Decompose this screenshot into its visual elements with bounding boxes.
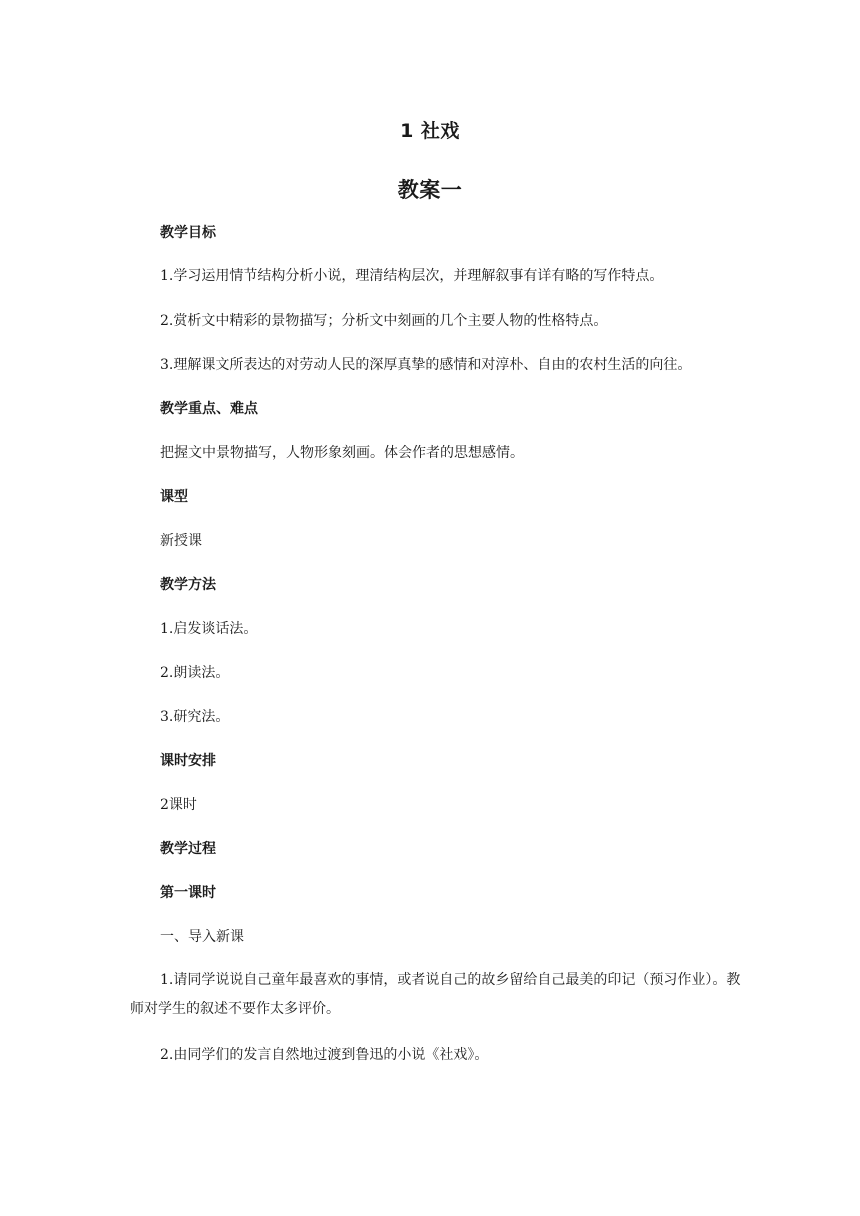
goals-heading: 教学目标 bbox=[160, 225, 216, 241]
step1-item-1: 1.请同学说说自己童年最喜欢的事情，或者说自己的故乡留给自己最美的印记（预习作业）。教师对学生的叙述不要作太多评价。 bbox=[130, 972, 741, 1017]
method-1: 1.启发谈话法。 bbox=[160, 621, 258, 637]
schedule-heading: 课时安排 bbox=[160, 753, 216, 769]
method-3: 3.研究法。 bbox=[160, 709, 230, 725]
lesson-type-heading: 课型 bbox=[160, 489, 188, 505]
methods-heading: 教学方法 bbox=[160, 577, 216, 593]
step1-item-2: 2.由同学们的发言自然地过渡到鲁迅的小说《社戏》。 bbox=[160, 1047, 489, 1063]
method-2: 2.朗读法。 bbox=[160, 665, 230, 681]
goal-3: 3.理解课文所表达的对劳动人民的深厚真挚的感情和对淳朴、自由的农村生活的向往。 bbox=[160, 357, 692, 373]
goal-2: 2.赏析文中精彩的景物描写；分析文中刻画的几个主要人物的性格特点。 bbox=[160, 313, 608, 329]
lesson-title: 1 社戏 bbox=[400, 120, 460, 142]
lesson1-heading: 第一课时 bbox=[160, 885, 216, 901]
lesson-type-text: 新授课 bbox=[160, 533, 202, 549]
goal-1: 1.学习运用情节结构分析小说，理清结构层次，并理解叙事有详有略的写作特点。 bbox=[160, 268, 664, 284]
key-points-heading: 教学重点、难点 bbox=[160, 401, 258, 417]
lesson-subtitle: 教案一 bbox=[397, 178, 463, 202]
key-points-text: 把握文中景物描写，人物形象刻画。体会作者的思想感情。 bbox=[160, 445, 524, 461]
step1-heading: 一、导入新课 bbox=[160, 929, 244, 945]
schedule-text: 2课时 bbox=[160, 797, 197, 813]
process-heading: 教学过程 bbox=[160, 841, 216, 857]
